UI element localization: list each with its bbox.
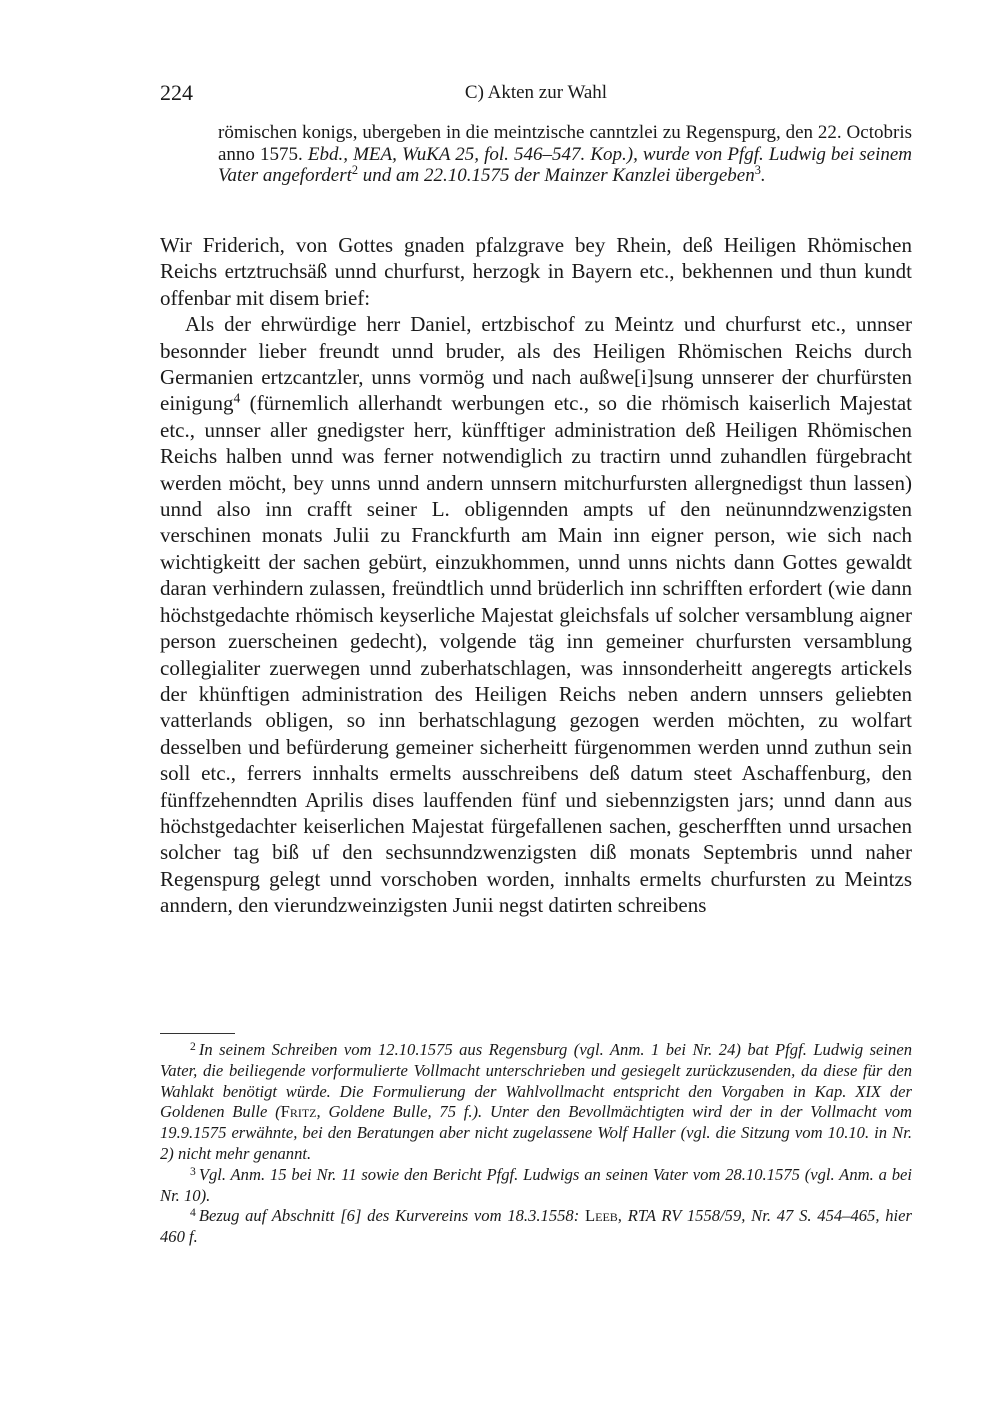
intro-text-d: . [760,165,766,187]
running-head: C) Akten zur Wahl [464,82,608,103]
body-paragraph-2-a: Als der ehrwürdige herr Daniel, ertzbischof zu Meintz und churfurst etc., unnser besonnder lieber freundt unnd bruder, als des Heiligen Rhömischen Reichs durch Germanien ertzcantzler, unns vormög und nach außwe[i]sung unnserer der churfürsten einigung [160,312,912,416]
page-number: 224 [160,80,193,105]
footnote-text: Bezug auf Abschnitt [6] des Kurvereins vom 18.3.1558: [198,1206,585,1226]
footnote-text: , Goldene Bulle, 75 f.). Unter den Bevollmächtigten wird der in der Vollmacht vom 19.9.1575 erwähnte, bei den Beratungen aber nicht zugelassene Wolf Haller (vgl. die Sitzung vom 10.10. in Nr. 2) nicht mehr genannt. [160,1102,912,1163]
footnote-3 [160,1165,912,1207]
body-paragraph-2 [160,311,912,918]
intro-text-a: römischen konigs, ubergeben in die meintzische canntzlei zu Regenspurg, den 22. Octobris anno 1575. [218,122,912,165]
footnote-text: In seinem Schreiben vom 12.10.1575 aus Regensburg (vgl. Anm. 1 bei Nr. 24) bat Pfgf. Ludwig seinen Vater, die beiliegende vorformulierte Vollmacht unterschrieben und gesiegelt zurückzusenden, da diese für den Wahlakt benötigt würde. Die Formulierung der Wahlvollmacht entspricht den Vorgaben in Kap. XIX der Goldenen Bulle ( [160,1040,912,1122]
footnotes [160,1040,912,1248]
footnote-number: 2 [190,1039,196,1053]
footnote-4 [160,1206,912,1248]
footnote-2 [160,1040,912,1165]
author-smallcaps: Fritz [280,1102,317,1122]
footnote-ref-4[interactable]: 4 [233,390,241,406]
intro-paragraph [218,122,912,187]
author-smallcaps: Leeb [584,1206,618,1226]
main-text [160,232,912,919]
footnote-ref-3[interactable]: 3 [754,163,761,178]
footnote-text: , RTA RV 1558/59, Nr. 47 S. 454–465, hier 460 f. [160,1206,912,1247]
footnote-ref-2[interactable]: 2 [351,163,359,178]
footnote-text: Vgl. Anm. 15 bei Nr. 11 sowie den Bericht Pfgf. Ludwigs an seinen Vater vom 28.10.1575 (vgl. Anm. a bei Nr. 10). [160,1164,912,1205]
footnote-number: 4 [190,1206,196,1220]
body-paragraph-2-b: (fürnemlich allerhandt werbungen etc., so die rhömisch kaiserlich Majestat etc., unnser aller gnedigster herr, künfftiger administration deß Heiligen Rhömischen Reichs halben unnd was ferner notwendiglich zu tractirn unnd zuhandlen fürgebracht werden möcht, bey unns unnd andern unnsern mitchurfursten allergnedigst thun lassen) unnd also inn crafft seiner L. obligennden ampts uf den neünunndzwenzigsten verschinen monats Julii zu Franckfurth am Main inn eigner person, wie sich nach wichtigkeitt der sachen gebürt, einzukhommen, unnd unns nichts dann Gottes gewaldt daran verhindern zulassen, freündtlich unnd brüderlich inn schrifften erfordert (wie dann höchstgedachte rhömisch keyserliche Majestat gleichsfals uf solcher versamblung aigner person zuerscheinen gedecht), volgende täg inn gemeiner churfursten versamblung collegialiter zuerwegen unnd zuberhatschlagen, was innsonderheitt angeregts artickels der khünftigen administration des Heiligen Reichs neben andern unnsers geliebten vatterlands obligen, so inn berhatschlagung gezogen werden möchten, zu wolfart desselben und befürderung gemeiner sicherheitt fürgenommen werden unnd zuthun sein soll etc., ferrers innhalts ermelts ausschreibens deß datum steet Aschaffenburg, den fünffzehenndten Aprilis dises lauffenden fünf und siebennzigsten jars; unnd dann aus höchstgedachter keiserlichen Majestat fürgefallenen sachen, gescherfften unnd ursachen solcher tag biß uf den sechsunndzwenzigsten diß monats Septembris unnd naher Regenspurg gelegt unnd vorschoben worden, innhalts ermelts churfursten zu Meintzs anndern, den vierundzweinzigsten Junii negst datirten schreibens [160,391,912,918]
body-paragraph-1: Wir Friderich, von Gottes gnaden pfalzgrave bey Rhein, deß Heiligen Rhömischen Reichs ertztruchsäß unnd churfurst, herzogk in Bayern etc., bekhennen und thun kundt offenbar mit disem brief: [160,233,912,310]
intro-text-b: Ebd., MEA, WuKA 25, fol. 546–547. Kop.), wurde von Pfgf. Ludwig bei seinem Vater angefordert [218,143,912,187]
footnote-number: 3 [190,1164,196,1178]
footnote-separator [160,1033,235,1034]
intro-text-c: und am 22.10.1575 der Mainzer Kanzlei übergeben [358,165,755,187]
